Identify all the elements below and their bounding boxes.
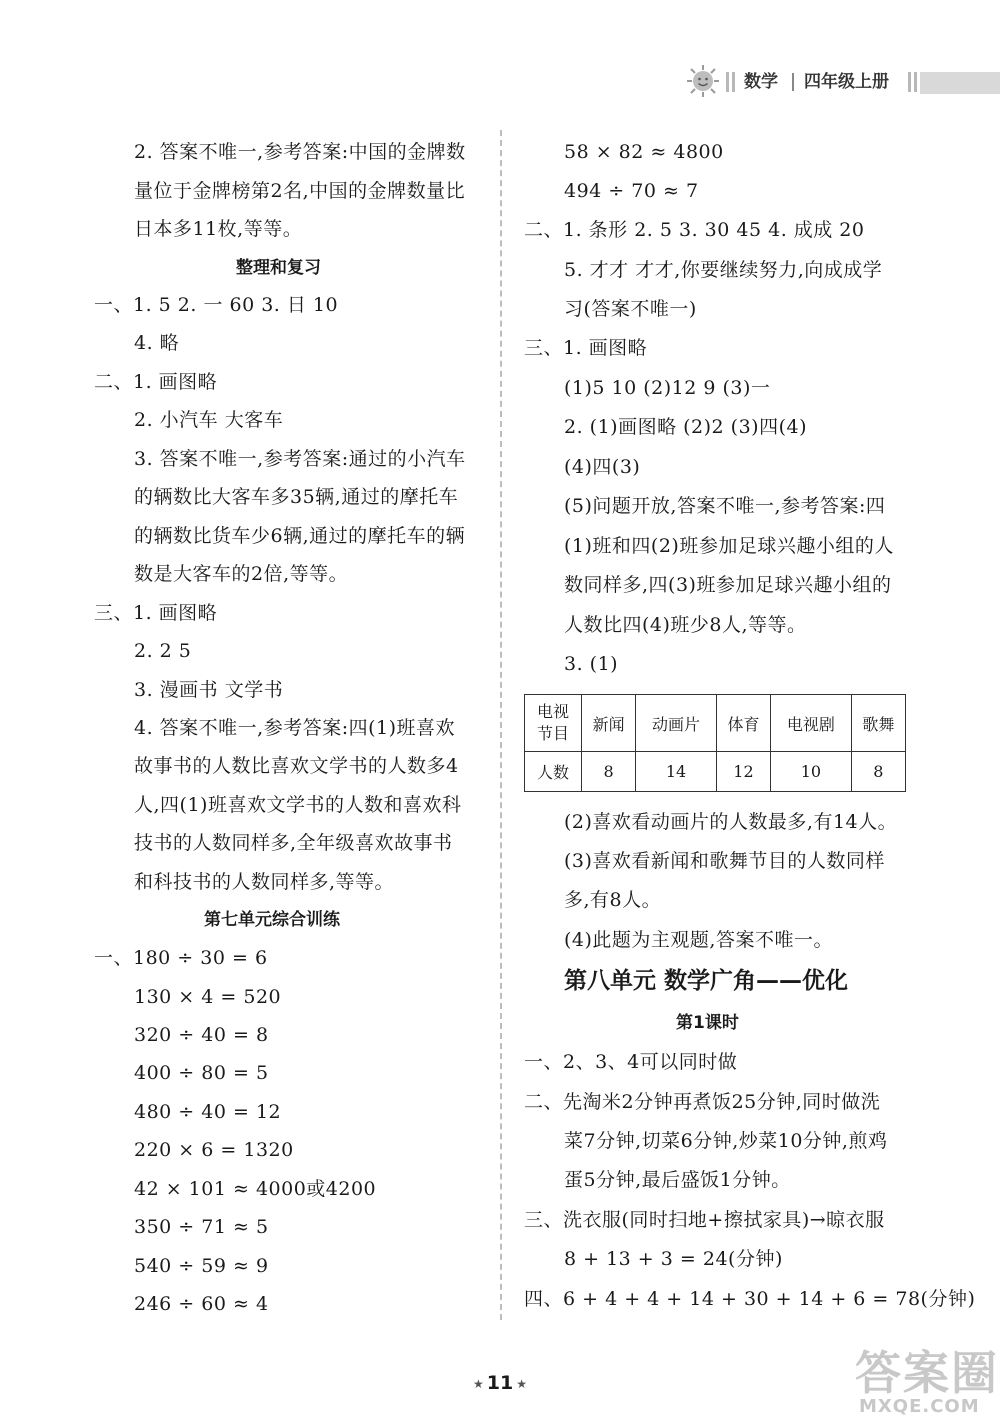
- answer-line: (3)喜欢看新闻和歌舞节目的人数同样: [564, 850, 885, 872]
- answer-line: (1)班和四(2)班参加足球兴趣小组的人: [564, 535, 894, 557]
- answer-line: 人数比四(4)班少8人,等等。: [564, 614, 807, 636]
- answer-line: 2. 答案不唯一,参考答案:中国的金牌数: [134, 141, 466, 163]
- answer-line: 494 ÷ 70 ≈ 7: [564, 180, 699, 202]
- answer-line: 数是大客车的2倍,等等。: [134, 563, 349, 585]
- table-header-cell: 歌舞: [851, 695, 905, 752]
- answer-line: 的辆数比货车少6辆,通过的摩托车的辆: [134, 525, 466, 547]
- table-cell: 8: [582, 752, 636, 792]
- answer-line: 246 ÷ 60 ≈ 4: [134, 1293, 269, 1315]
- answer-line: 2. (1)画图略 (2)2 (3)四(4): [564, 416, 807, 438]
- page-number-value: 11: [486, 1372, 514, 1394]
- table-cell: 10: [771, 752, 852, 792]
- answer-line: 400 ÷ 80 = 5: [134, 1062, 269, 1084]
- watermark: [855, 1346, 999, 1417]
- table-row: [525, 695, 906, 752]
- star-icon: ★: [473, 1376, 484, 1391]
- answer-line: (1)5 10 (2)12 9 (3)一: [564, 377, 771, 399]
- header-separator: [792, 73, 794, 91]
- header-bar: [908, 72, 911, 92]
- answer-line: 习(答案不唯一): [564, 298, 697, 320]
- answer-line: 三、1. 画图略: [524, 337, 648, 359]
- answer-line: 480 ÷ 40 = 12: [134, 1101, 282, 1123]
- answer-line: 三、1. 画图略: [94, 602, 218, 624]
- lesson-heading: 第1课时: [676, 1013, 739, 1033]
- page-number: [470, 1372, 530, 1394]
- section-heading: 整理和复习: [236, 258, 321, 278]
- answer-line: 四、6 + 4 + 4 + 14 + 30 + 14 + 6 = 78(分钟): [524, 1288, 976, 1310]
- table-cell: 8: [851, 752, 905, 792]
- table-row: [525, 752, 906, 792]
- table-row-label: 人数: [525, 752, 582, 792]
- answer-line: 540 ÷ 59 ≈ 9: [134, 1255, 269, 1277]
- watermark-logo-text: 答案圈: [855, 1346, 999, 1400]
- answer-line: 量位于金牌榜第2名,中国的金牌数量比: [134, 180, 466, 202]
- answer-line: 多,有8人。: [564, 889, 662, 911]
- column-divider: [500, 130, 502, 1320]
- answer-line: 3. (1): [564, 653, 619, 675]
- watermark-url: MXQE.COM: [859, 1396, 980, 1417]
- answer-line: 2. 2 5: [134, 640, 192, 662]
- star-icon: ★: [516, 1376, 527, 1391]
- table-header-cell: 体育: [716, 695, 770, 752]
- answer-line: (4)四(3): [564, 456, 641, 478]
- subject-label: 数学: [744, 72, 778, 92]
- answer-line: 350 ÷ 71 ≈ 5: [134, 1216, 269, 1238]
- header-bar: [732, 72, 735, 92]
- answer-line: 日本多11枚,等等。: [134, 218, 303, 240]
- answer-line: 和科技书的人数同样多,等等。: [134, 871, 395, 893]
- answer-line: 蛋5分钟,最后盛饭1分钟。: [564, 1169, 791, 1191]
- answer-line: 320 ÷ 40 = 8: [134, 1024, 269, 1046]
- answer-line: 3. 答案不唯一,参考答案:通过的小汽车: [134, 448, 466, 470]
- table-header-cell: 新闻: [582, 695, 636, 752]
- table-header-label: 节目: [536, 724, 569, 743]
- answer-line: 42 × 101 ≈ 4000或4200: [134, 1178, 377, 1200]
- page-header: [684, 62, 1000, 102]
- table-header-label: 电视: [536, 702, 569, 721]
- answer-line: 故事书的人数比喜欢文学书的人数多4: [134, 755, 459, 777]
- answer-line: 58 × 82 ≈ 4800: [564, 141, 724, 163]
- header-bar: [726, 72, 729, 92]
- section-heading: 第七单元综合训练: [204, 910, 340, 930]
- answer-line: 一、1. 5 2. 一 60 3. 日 10: [94, 294, 339, 316]
- answer-line: 5. 才才 才才,你要继续努力,向成成学: [564, 259, 883, 281]
- answer-line: 一、180 ÷ 30 = 6: [94, 947, 268, 969]
- sun-mascot-icon: [686, 64, 720, 98]
- answer-line: 4. 答案不唯一,参考答案:四(1)班喜欢: [134, 717, 456, 739]
- answer-line: 数同样多,四(3)班参加足球兴趣小组的: [564, 574, 892, 596]
- table-header-cell: 动画片: [636, 695, 717, 752]
- header-bar: [914, 72, 917, 92]
- table-cell: 12: [716, 752, 770, 792]
- tv-program-table: [524, 694, 906, 792]
- answer-line: 二、先淘米2分钟再煮饭25分钟,同时做洗: [524, 1091, 881, 1113]
- answer-line: 二、1. 条形 2. 5 3. 30 45 4. 成成 20: [524, 219, 865, 241]
- answer-line: 130 × 4 = 520: [134, 986, 282, 1008]
- answer-line: 三、洗衣服(同时扫地+擦拭家具)→晾衣服: [524, 1209, 885, 1231]
- table-header-cell: [525, 695, 582, 752]
- table-cell: 14: [636, 752, 717, 792]
- answer-line: 一、2、3、4可以同时做: [524, 1051, 738, 1073]
- answer-line: 技书的人数同样多,全年级喜欢故事书: [134, 832, 453, 854]
- answer-line: (5)问题开放,答案不唯一,参考答案:四: [564, 495, 886, 517]
- answer-line: 二、1. 画图略: [94, 371, 218, 393]
- answer-line: 4. 略: [134, 332, 180, 354]
- answer-line: 人,四(1)班喜欢文学书的人数和喜欢科: [134, 794, 462, 816]
- answer-line: 2. 小汽车 大客车: [134, 409, 284, 431]
- answer-line: (4)此题为主观题,答案不唯一。: [564, 929, 833, 951]
- answer-line: 8 + 13 + 3 = 24(分钟): [564, 1248, 783, 1270]
- answer-line: 的辆数比大客车多35辆,通过的摩托车: [134, 486, 459, 508]
- unit-title: 第八单元 数学广角——优化: [564, 968, 849, 994]
- grade-label: 四年级上册: [804, 72, 889, 92]
- answer-line: 菜7分钟,切菜6分钟,炒菜10分钟,煎鸡: [564, 1130, 888, 1152]
- table-header-cell: 电视剧: [771, 695, 852, 752]
- answer-line: 220 × 6 = 1320: [134, 1139, 294, 1161]
- answer-line: 3. 漫画书 文学书: [134, 679, 284, 701]
- header-stripe: [920, 72, 1000, 94]
- answer-line: (2)喜欢看动画片的人数最多,有14人。: [564, 811, 898, 833]
